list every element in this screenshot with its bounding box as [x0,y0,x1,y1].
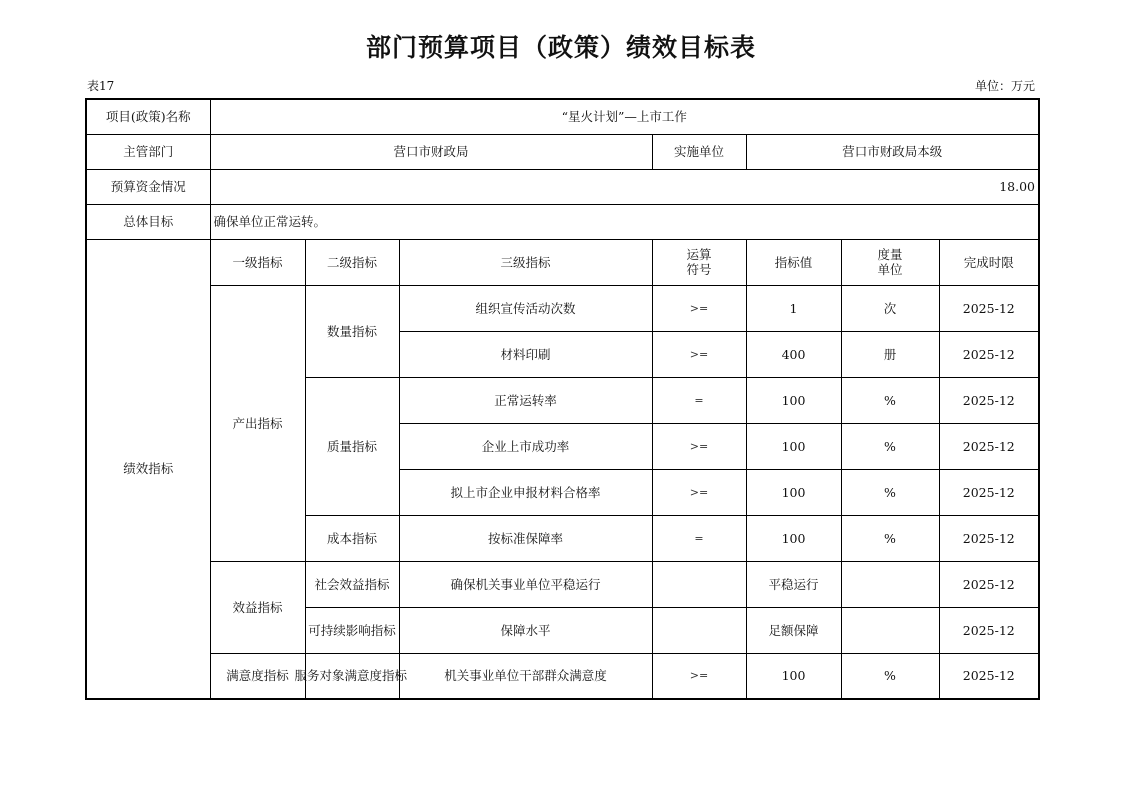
group-sustain: 可持续影响指标 [305,607,399,653]
project-name-label: 项目(政策)名称 [86,99,210,134]
impl-value: 营口市财政局本级 [746,134,1039,169]
row-deadline: 2025-12 [939,331,1039,377]
row-unit: % [841,423,939,469]
unit-label: 单位：万元 [974,79,1035,93]
group-social: 社会效益指标 [305,561,399,607]
row-unit [841,607,939,653]
row-unit: 册 [841,331,939,377]
header-operator-line2: 符号 [686,262,712,277]
row-unit: % [841,653,939,699]
row-name: 保障水平 [399,607,652,653]
row-operator: >= [652,653,746,699]
header-level3: 三级指标 [399,239,652,285]
row-operator: = [652,515,746,561]
table-row [86,285,1039,331]
row-deadline: 2025-12 [939,377,1039,423]
row-deadline: 2025-12 [939,607,1039,653]
row-name: 组织宣传活动次数 [399,285,652,331]
header-level1: 一级指标 [210,239,305,285]
header-level2: 二级指标 [305,239,399,285]
row-name: 材料印刷 [399,331,652,377]
dept-label: 主管部门 [86,134,210,169]
dept-value: 营口市财政局 [210,134,652,169]
row-unit: % [841,469,939,515]
indicator-header-row [86,239,1039,285]
row-operator: >= [652,285,746,331]
goal-label: 总体目标 [86,204,210,239]
row-value: 1 [746,285,841,331]
header-operator-line1: 运算 [686,247,712,262]
project-name-row [86,99,1039,134]
row-operator [652,607,746,653]
row-unit: % [841,377,939,423]
row-operator: >= [652,331,746,377]
row-name: 机关事业单位干部群众满意度 [399,653,652,699]
group-quality: 质量指标 [305,377,399,515]
row-value: 100 [746,469,841,515]
group-benefit: 效益指标 [210,561,305,653]
row-deadline: 2025-12 [939,653,1039,699]
row-unit: % [841,515,939,561]
row-value: 100 [746,377,841,423]
group-satisfaction: 满意度指标 [210,653,305,699]
project-name-value: “星火计划”—上市工作 [210,99,1039,134]
table-number: 表17 [87,79,115,93]
table-row [86,653,1039,699]
row-operator: = [652,377,746,423]
row-value: 100 [746,423,841,469]
header-unit [841,239,939,285]
table-row [86,561,1039,607]
row-deadline: 2025-12 [939,515,1039,561]
row-deadline: 2025-12 [939,285,1039,331]
header-deadline: 完成时限 [939,239,1039,285]
row-unit: 次 [841,285,939,331]
row-name: 拟上市企业申报材料合格率 [399,469,652,515]
header-unit-line1: 度量 [877,247,903,262]
header-operator [652,239,746,285]
row-deadline: 2025-12 [939,561,1039,607]
row-name: 正常运转率 [399,377,652,423]
group-quantity: 数量指标 [305,285,399,377]
row-deadline: 2025-12 [939,423,1039,469]
goal-value: 确保单位正常运转。 [210,204,1039,239]
header-unit-line2: 单位 [877,262,903,277]
impl-label: 实施单位 [652,134,746,169]
row-operator [652,561,746,607]
row-value: 足额保障 [746,607,841,653]
row-operator: >= [652,469,746,515]
page-title: 部门预算项目（政策）绩效目标表 [365,33,756,62]
budget-label: 预算资金情况 [86,169,210,204]
row-value: 100 [746,515,841,561]
group-output: 产出指标 [210,285,305,561]
department-row [86,134,1039,169]
row-value: 平稳运行 [746,561,841,607]
budget-row [86,169,1039,204]
group-cost: 成本指标 [305,515,399,561]
row-name: 企业上市成功率 [399,423,652,469]
perf-indicator-label: 绩效指标 [86,239,210,699]
goal-row [86,204,1039,239]
row-unit [841,561,939,607]
group-service-text: 服务对象满意度指标 [294,668,408,684]
header-value: 指标值 [746,239,841,285]
row-operator: >= [652,423,746,469]
group-service [294,653,408,699]
row-name: 确保机关事业单位平稳运行 [399,561,652,607]
row-deadline: 2025-12 [939,469,1039,515]
budget-value: 18.00 [210,169,1039,204]
performance-goal-table [85,98,1040,700]
row-value: 400 [746,331,841,377]
row-value: 100 [746,653,841,699]
row-name: 按标准保障率 [399,515,652,561]
